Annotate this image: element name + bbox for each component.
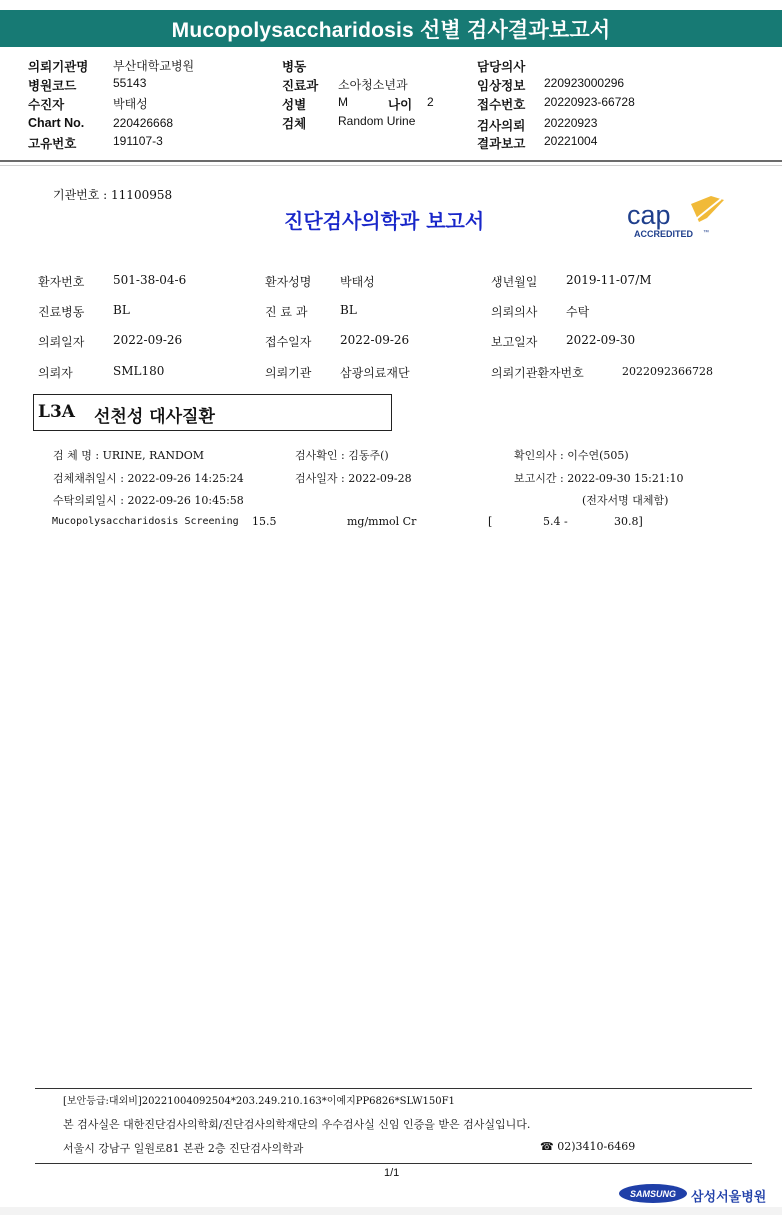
patient-label: 환자번호 bbox=[38, 275, 85, 289]
cap-logo-tm: ™ bbox=[703, 230, 709, 236]
cap-accredited-logo bbox=[625, 196, 730, 242]
report-header-title: Mucopolysaccharidosis 선별 검사결과보고서 bbox=[0, 10, 782, 47]
section-title: 선천성 대사질환 bbox=[94, 407, 215, 427]
patient-label: 환자성명 bbox=[265, 275, 312, 289]
header-value-specimen: Random Urine bbox=[338, 114, 416, 128]
header-label-patient: 수진자 bbox=[28, 98, 65, 112]
patient-value: BL bbox=[340, 303, 357, 317]
certification-text: 본 검사실은 대한진단검사의학회/진단검사의학재단의 우수검사실 신임 인증을 받은 검사실입니다. bbox=[63, 1118, 531, 1131]
header-value-receipt-no: 20220923-66728 bbox=[544, 95, 635, 109]
patient-label: 진료병동 bbox=[38, 305, 85, 319]
samsung-logo-text: SAMSUNG bbox=[629, 1188, 676, 1199]
patient-label: 의뢰기관 bbox=[265, 366, 312, 380]
header-label-sex: 성별 bbox=[282, 98, 307, 112]
patient-label: 의뢰일자 bbox=[38, 335, 85, 349]
header-label-chart-no: Chart No. bbox=[28, 116, 85, 130]
header-value-clinical-info: 220923000296 bbox=[544, 76, 625, 90]
result-test-name: Mucopolysaccharidosis Screening bbox=[52, 516, 239, 527]
header-value-test-request: 20220923 bbox=[544, 116, 598, 130]
header-label-clinical-info: 임상정보 bbox=[477, 79, 526, 93]
page-number: 1/1 bbox=[384, 1167, 400, 1179]
institution-number: 기관번호 : 11100958 bbox=[53, 188, 173, 202]
specimen-field: 검 체 명 : URINE, RANDOM bbox=[53, 449, 205, 462]
header-label-hospital-code: 병원코드 bbox=[28, 79, 77, 93]
lab-phone: ☎ 02)3410-6469 bbox=[540, 1140, 636, 1153]
result-value: 15.5 bbox=[252, 515, 277, 528]
patient-value: BL bbox=[113, 303, 130, 317]
specimen-field: 검사일자 : 2022-09-28 bbox=[295, 472, 412, 485]
security-line: [보안등급:대외비]20221004092504*203.249.210.163*이예지PP6826*SLW150F1 bbox=[63, 1096, 455, 1107]
patient-label: 접수일자 bbox=[265, 335, 312, 349]
header-value-chart-no: 220426668 bbox=[113, 116, 174, 130]
patient-value: 수탁 bbox=[566, 305, 590, 319]
result-unit: mg/mmol Cr bbox=[347, 515, 417, 528]
header-divider bbox=[0, 160, 782, 162]
patient-label: 보고일자 bbox=[491, 335, 538, 349]
patient-value: 2019-11-07/M bbox=[566, 273, 652, 287]
reference-high: 30.8] bbox=[614, 515, 643, 528]
samsung-logo bbox=[619, 1184, 687, 1203]
patient-value: 501-38-04-6 bbox=[113, 273, 187, 287]
header-value-unique-no: 191107-3 bbox=[113, 134, 163, 148]
hospital-name: 삼성서울병원 bbox=[691, 1189, 767, 1204]
e-signature-note: (전자서명 대체함) bbox=[582, 494, 669, 507]
footer-top-line bbox=[35, 1088, 752, 1089]
bottom-strip bbox=[0, 1207, 782, 1215]
patient-value: 박태성 bbox=[340, 275, 375, 289]
specimen-field: 수탁의뢰일시 : 2022-09-26 10:45:58 bbox=[53, 494, 244, 507]
specimen-field: 검사확인 : 김동주() bbox=[295, 449, 389, 462]
header-divider-thin bbox=[0, 165, 782, 166]
specimen-field: 검체채취일시 : 2022-09-26 14:25:24 bbox=[53, 472, 244, 485]
header-label-department: 진료과 bbox=[282, 79, 319, 93]
patient-value: 삼광의료재단 bbox=[340, 366, 410, 380]
header-value-institution: 부산대학교병원 bbox=[113, 59, 195, 73]
section-code: L3A bbox=[38, 402, 75, 422]
header-label-age: 나이 bbox=[388, 98, 413, 112]
specimen-field: 확인의사 : 이수연(505) bbox=[514, 449, 629, 462]
header-label-doctor: 담당의사 bbox=[477, 60, 526, 74]
header-label-institution: 의뢰기관명 bbox=[28, 60, 89, 74]
header-value-sex: M bbox=[338, 95, 348, 109]
patient-label: 의뢰자 bbox=[38, 366, 73, 380]
patient-label: 의뢰의사 bbox=[491, 305, 538, 319]
cap-logo-graphic bbox=[625, 196, 730, 242]
patient-value: 2022-09-26 bbox=[340, 333, 410, 347]
header-value-patient: 박태성 bbox=[113, 97, 148, 111]
header-value-result-report: 20221004 bbox=[544, 134, 598, 148]
header-value-age: 2 bbox=[427, 95, 434, 109]
header-label-receipt-no: 접수번호 bbox=[477, 98, 526, 112]
report-title: 진단검사의학과 보고서 bbox=[284, 209, 485, 233]
cap-logo-text: cap bbox=[627, 200, 671, 230]
header-value-department: 소아청소년과 bbox=[338, 78, 408, 92]
header-value-hospital-code: 55143 bbox=[113, 76, 147, 90]
header-label-unique-no: 고유번호 bbox=[28, 137, 77, 151]
reference-bracket: [ bbox=[488, 515, 493, 528]
patient-value: 2022-09-30 bbox=[566, 333, 636, 347]
header-label-specimen: 검체 bbox=[282, 117, 307, 131]
header-label-test-request: 검사의뢰 bbox=[477, 119, 526, 133]
cap-logo-accredited: ACCREDITED bbox=[634, 229, 694, 239]
header-label-ward: 병동 bbox=[282, 60, 307, 74]
specimen-field: 보고시간 : 2022-09-30 15:21:10 bbox=[514, 472, 684, 485]
patient-value: 2022-09-26 bbox=[113, 333, 183, 347]
lab-address: 서울시 강남구 일원로81 본관 2층 진단검사의학과 bbox=[63, 1142, 304, 1155]
patient-label: 생년월일 bbox=[491, 275, 538, 289]
patient-value: 2022092366728 bbox=[622, 365, 713, 378]
footer-bottom-line bbox=[35, 1163, 752, 1164]
patient-label: 의뢰기관환자번호 bbox=[491, 366, 584, 380]
header-label-result-report: 결과보고 bbox=[477, 137, 526, 151]
patient-label: 진 료 과 bbox=[265, 305, 308, 319]
patient-value: SML180 bbox=[113, 364, 165, 378]
reference-low: 5.4 - bbox=[543, 515, 568, 528]
